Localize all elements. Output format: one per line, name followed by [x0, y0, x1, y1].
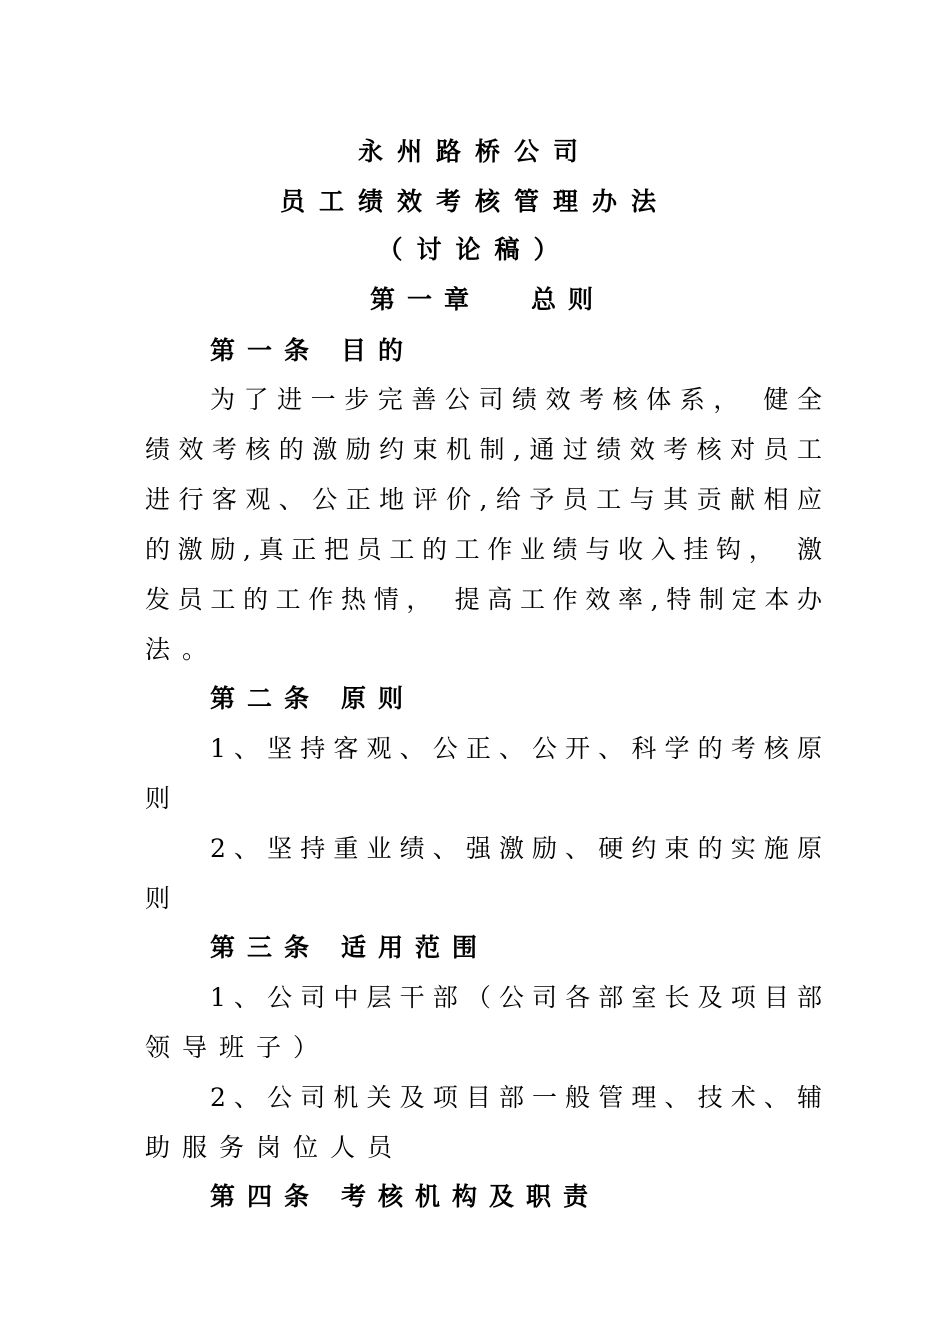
article-number: 第二条 [210, 684, 322, 713]
list-item: 1、坚持客观、公正、公开、科学的考核原 [210, 734, 822, 763]
paragraph-line: 为了进一步完善公司绩效考核体系， 健全 [210, 385, 822, 414]
article-name: 目的 [341, 336, 416, 365]
chapter-name: 总则 [531, 285, 606, 314]
list-item: 2、坚持重业绩、强激励、硬约束的实施原 [210, 834, 822, 863]
chapter-heading [370, 284, 605, 316]
article-name: 原则 [341, 684, 416, 713]
draft-label: （讨论稿） [377, 235, 573, 264]
paragraph-line: 绩效考核的激励约束机制,通过绩效考核对员工 [145, 435, 822, 464]
article-number: 第四条 [210, 1182, 322, 1211]
paragraph-line: 法。 [145, 635, 220, 664]
article-heading [210, 1181, 600, 1213]
list-item-continuation: 则 [145, 784, 171, 813]
list-item-continuation: 领导班子） [145, 1033, 331, 1062]
list-item: 2、公司机关及项目部一般管理、技术、辅 [210, 1083, 822, 1112]
paragraph-line: 的激励,真正把员工的工作业绩与收入挂钩， 激 [145, 535, 822, 564]
article-number: 第三条 [210, 933, 322, 962]
article-name: 考核机构及职责 [341, 1182, 601, 1211]
list-item: 1、公司中层干部（公司各部室长及项目部 [210, 983, 822, 1012]
list-item-continuation: 则 [145, 884, 171, 913]
document-title: 员工绩效考核管理办法 [279, 187, 670, 216]
chapter-number: 第一章 [370, 285, 482, 314]
article-number: 第一条 [210, 336, 322, 365]
paragraph-line: 发员工的工作热情， 提高工作效率,特制定本办 [145, 585, 822, 614]
article-heading [210, 335, 415, 367]
article-heading [210, 683, 415, 715]
list-item-continuation: 助服务岗位人员 [145, 1133, 405, 1162]
article-name: 适用范围 [341, 933, 490, 962]
company-title: 永州路桥公司 [357, 137, 592, 166]
article-heading [210, 932, 489, 964]
paragraph-line: 进行客观、公正地评价,给予员工与其贡献相应 [145, 485, 822, 514]
